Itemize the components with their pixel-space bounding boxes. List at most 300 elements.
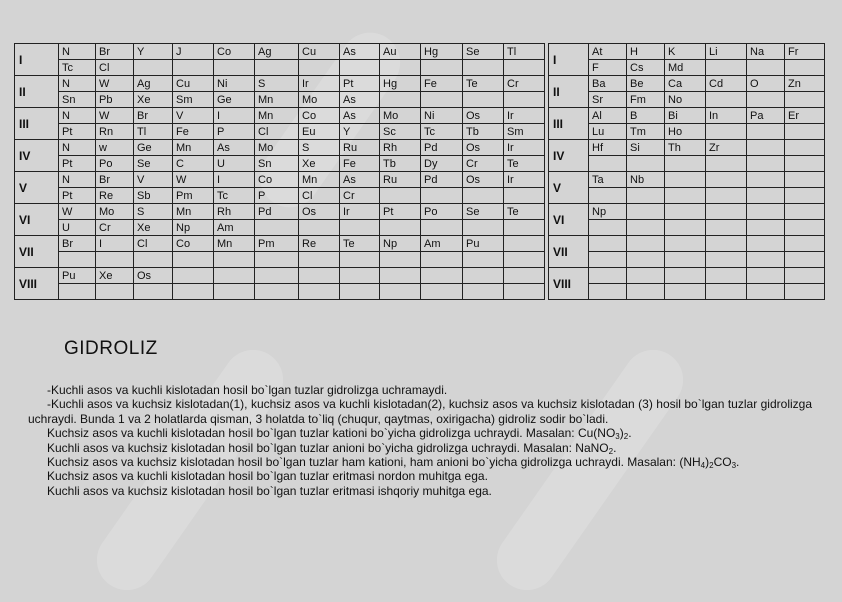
element-cell bbox=[380, 92, 421, 108]
formula-part: 3 bbox=[615, 432, 620, 442]
element-cell: Br bbox=[96, 44, 134, 60]
element-cell: Ru bbox=[380, 172, 421, 188]
element-cell: C bbox=[173, 156, 214, 172]
element-cell bbox=[504, 252, 545, 268]
element-cell: Np bbox=[173, 220, 214, 236]
element-cell bbox=[785, 220, 825, 236]
element-cell: Cl bbox=[96, 60, 134, 76]
element-cell: Fe bbox=[340, 156, 380, 172]
element-cell: Mn bbox=[299, 172, 340, 188]
element-cell: U bbox=[59, 220, 96, 236]
group-numeral: III bbox=[15, 108, 59, 140]
example-paragraph bbox=[28, 426, 812, 440]
element-cell: Ni bbox=[214, 76, 255, 92]
table-row bbox=[15, 124, 545, 140]
element-cell: As bbox=[340, 44, 380, 60]
element-cell bbox=[380, 220, 421, 236]
element-cell: Te bbox=[504, 156, 545, 172]
element-cell: Hg bbox=[421, 44, 463, 60]
paragraph: -Kuchli asos va kuchsiz kislotadan(1), kuchsiz asos va kuchli kislotadan(2), kuchsiz asos va kuchsiz kislotadan (3) hosil bo`lgan tuzlar gidrolizga uchraydi. Bunda 1 va 2 holatlarda qisman, 3 holatda to`liq (chuqur, qaytmas, oxirigacha) gidroliz sodir bo`ladi. bbox=[28, 397, 812, 426]
element-cell: Lu bbox=[589, 124, 627, 140]
table-row bbox=[549, 268, 825, 284]
element-cell bbox=[706, 204, 747, 220]
element-cell bbox=[706, 252, 747, 268]
element-cell: Co bbox=[173, 236, 214, 252]
element-cell bbox=[96, 284, 134, 300]
element-cell bbox=[747, 188, 785, 204]
element-cell bbox=[785, 124, 825, 140]
example-paragraph bbox=[28, 455, 812, 469]
element-cell: Ir bbox=[504, 140, 545, 156]
example-paragraph bbox=[28, 441, 812, 455]
element-cell bbox=[463, 268, 504, 284]
element-cell: Am bbox=[214, 220, 255, 236]
element-cell bbox=[785, 204, 825, 220]
element-cell: In bbox=[706, 108, 747, 124]
element-cell bbox=[173, 252, 214, 268]
element-cell: Pd bbox=[421, 140, 463, 156]
table-row bbox=[549, 76, 825, 92]
element-cell: Co bbox=[255, 172, 299, 188]
element-cell bbox=[463, 92, 504, 108]
formula-part: . bbox=[613, 440, 617, 455]
element-cell bbox=[747, 140, 785, 156]
element-cell: Pt bbox=[59, 188, 96, 204]
element-cell: Ba bbox=[589, 76, 627, 92]
group-numeral: VII bbox=[15, 236, 59, 268]
element-cell: Pm bbox=[255, 236, 299, 252]
element-cell bbox=[255, 284, 299, 300]
element-cell: At bbox=[589, 44, 627, 60]
element-cell: Mn bbox=[214, 236, 255, 252]
element-cell bbox=[665, 252, 706, 268]
element-cell bbox=[134, 284, 173, 300]
element-cell: S bbox=[299, 140, 340, 156]
element-cell bbox=[747, 172, 785, 188]
element-cell: Pb bbox=[96, 92, 134, 108]
element-cell: Tb bbox=[463, 124, 504, 140]
element-cell bbox=[380, 284, 421, 300]
group-numeral: III bbox=[549, 108, 589, 140]
element-cell: I bbox=[96, 236, 134, 252]
element-cell bbox=[299, 220, 340, 236]
element-cell bbox=[255, 252, 299, 268]
element-cell bbox=[665, 220, 706, 236]
group-numeral: IV bbox=[549, 140, 589, 172]
element-cell bbox=[299, 60, 340, 76]
table-row bbox=[15, 156, 545, 172]
element-cell bbox=[214, 268, 255, 284]
element-cell bbox=[214, 252, 255, 268]
table-row bbox=[549, 156, 825, 172]
element-cell: N bbox=[59, 172, 96, 188]
element-cell: Br bbox=[96, 172, 134, 188]
table-row bbox=[15, 172, 545, 188]
element-cell: Cl bbox=[255, 124, 299, 140]
formula-part: ) bbox=[705, 455, 710, 470]
element-cell: P bbox=[214, 124, 255, 140]
element-cell bbox=[463, 60, 504, 76]
element-cell: Re bbox=[299, 236, 340, 252]
element-cell: Pu bbox=[59, 268, 96, 284]
element-cell bbox=[463, 252, 504, 268]
element-cell: Rh bbox=[380, 140, 421, 156]
element-cell bbox=[173, 284, 214, 300]
element-cell: U bbox=[214, 156, 255, 172]
element-cell: Ru bbox=[340, 140, 380, 156]
table-row bbox=[549, 92, 825, 108]
element-cell: Al bbox=[589, 108, 627, 124]
element-cell: Cu bbox=[173, 76, 214, 92]
element-cell: P bbox=[255, 188, 299, 204]
element-cell bbox=[421, 92, 463, 108]
element-cell bbox=[627, 156, 665, 172]
element-cell: Mo bbox=[299, 92, 340, 108]
example-text: Kuchsiz asos va kuchsiz kislotadan hosil bo`lgan tuzlar ham kationi, ham anioni bo`yicha gidrolizga uchraydi. Masalan: bbox=[47, 455, 680, 470]
element-cell: As bbox=[340, 92, 380, 108]
element-cell: Tb bbox=[380, 156, 421, 172]
element-cell: Mn bbox=[255, 92, 299, 108]
element-cell: Y bbox=[134, 44, 173, 60]
element-cell bbox=[421, 220, 463, 236]
element-cell bbox=[589, 236, 627, 252]
element-cell bbox=[627, 236, 665, 252]
element-cell: N bbox=[59, 76, 96, 92]
element-cell: Mo bbox=[96, 204, 134, 220]
element-cell bbox=[96, 252, 134, 268]
element-cell: Pa bbox=[747, 108, 785, 124]
element-grid-left bbox=[14, 43, 545, 300]
element-cell: Se bbox=[134, 156, 173, 172]
element-cell bbox=[299, 268, 340, 284]
element-cell: Os bbox=[463, 140, 504, 156]
element-cell: V bbox=[173, 108, 214, 124]
element-cell bbox=[747, 92, 785, 108]
element-cell: Ca bbox=[665, 76, 706, 92]
element-cell: Zn bbox=[785, 76, 825, 92]
element-cell bbox=[380, 60, 421, 76]
element-cell bbox=[665, 156, 706, 172]
element-cell: S bbox=[134, 204, 173, 220]
element-cell bbox=[340, 220, 380, 236]
element-cell: Mn bbox=[173, 140, 214, 156]
table-row bbox=[15, 236, 545, 252]
table-row bbox=[549, 188, 825, 204]
element-cell: Mn bbox=[255, 108, 299, 124]
element-cell: Xe bbox=[134, 92, 173, 108]
table-row bbox=[15, 44, 545, 60]
table-row bbox=[549, 44, 825, 60]
element-cell: Ir bbox=[299, 76, 340, 92]
element-cell: Fm bbox=[627, 92, 665, 108]
element-cell: Fe bbox=[421, 76, 463, 92]
element-cell: As bbox=[214, 140, 255, 156]
element-cell: Am bbox=[421, 236, 463, 252]
element-cell bbox=[504, 92, 545, 108]
table-row bbox=[549, 60, 825, 76]
element-cell: V bbox=[134, 172, 173, 188]
element-cell bbox=[747, 284, 785, 300]
element-cell bbox=[747, 60, 785, 76]
element-cell: Po bbox=[421, 204, 463, 220]
element-cell: W bbox=[173, 172, 214, 188]
element-cell: Sn bbox=[59, 92, 96, 108]
group-numeral: VIII bbox=[549, 268, 589, 300]
element-cell bbox=[463, 188, 504, 204]
element-cell: B bbox=[627, 108, 665, 124]
table-row bbox=[15, 188, 545, 204]
element-cell: Ge bbox=[134, 140, 173, 156]
element-cell: Tl bbox=[504, 44, 545, 60]
element-cell bbox=[785, 236, 825, 252]
element-cell: J bbox=[173, 44, 214, 60]
element-cell bbox=[504, 220, 545, 236]
element-cell: Xe bbox=[299, 156, 340, 172]
element-cell: Hf bbox=[589, 140, 627, 156]
element-cell: Ni bbox=[421, 108, 463, 124]
element-cell bbox=[747, 252, 785, 268]
element-cell bbox=[665, 188, 706, 204]
formula-part: 4 bbox=[700, 461, 706, 471]
element-cell: Tc bbox=[421, 124, 463, 140]
formula-part: (NH bbox=[679, 455, 701, 470]
element-cell: Pm bbox=[173, 188, 214, 204]
element-cell bbox=[504, 268, 545, 284]
element-cell: Ag bbox=[134, 76, 173, 92]
element-cell: H bbox=[627, 44, 665, 60]
element-cell bbox=[589, 188, 627, 204]
element-cell bbox=[747, 204, 785, 220]
element-cell: Rh bbox=[214, 204, 255, 220]
element-cell bbox=[785, 92, 825, 108]
group-numeral: II bbox=[15, 76, 59, 108]
element-cell: Xe bbox=[134, 220, 173, 236]
element-cell: Li bbox=[706, 44, 747, 60]
element-cell: Sb bbox=[134, 188, 173, 204]
element-cell: Os bbox=[463, 172, 504, 188]
element-cell: Er bbox=[785, 108, 825, 124]
element-cell: Os bbox=[134, 268, 173, 284]
element-cell: I bbox=[214, 172, 255, 188]
element-cell bbox=[706, 156, 747, 172]
table-row bbox=[549, 252, 825, 268]
paragraph: Kuchsiz asos va kuchli kislotadan hosil bo`lgan tuzlar eritmasi nordon muhitga ega. bbox=[47, 469, 488, 484]
element-cell: Tm bbox=[627, 124, 665, 140]
element-cell bbox=[463, 220, 504, 236]
table-row bbox=[15, 60, 545, 76]
element-cell bbox=[299, 284, 340, 300]
element-cell: Na bbox=[747, 44, 785, 60]
element-cell: Se bbox=[463, 44, 504, 60]
element-cell: Br bbox=[134, 108, 173, 124]
element-cell: No bbox=[665, 92, 706, 108]
element-cell: Co bbox=[214, 44, 255, 60]
element-cell bbox=[589, 268, 627, 284]
element-cell bbox=[665, 268, 706, 284]
element-cell bbox=[380, 252, 421, 268]
table-row bbox=[549, 108, 825, 124]
formula-part: CO bbox=[713, 455, 732, 470]
element-cell: Re bbox=[96, 188, 134, 204]
group-numeral: V bbox=[15, 172, 59, 204]
section-heading: GIDROLIZ bbox=[64, 338, 158, 359]
table-row bbox=[15, 140, 545, 156]
element-cell bbox=[706, 92, 747, 108]
element-cell: Cr bbox=[340, 188, 380, 204]
element-cell: Fe bbox=[173, 124, 214, 140]
element-cell: Fr bbox=[785, 44, 825, 60]
element-cell bbox=[706, 220, 747, 236]
element-cell bbox=[589, 156, 627, 172]
element-cell: W bbox=[96, 108, 134, 124]
element-cell: Np bbox=[589, 204, 627, 220]
element-cell bbox=[380, 188, 421, 204]
element-cell: Sc bbox=[380, 124, 421, 140]
element-cell bbox=[255, 268, 299, 284]
element-cell: Sr bbox=[589, 92, 627, 108]
element-cell: Ir bbox=[504, 108, 545, 124]
table-row bbox=[549, 124, 825, 140]
element-cell: Pt bbox=[380, 204, 421, 220]
element-cell bbox=[59, 284, 96, 300]
element-cell bbox=[340, 284, 380, 300]
formula-part: 2 bbox=[608, 446, 614, 456]
formula-part: ) bbox=[619, 426, 624, 441]
group-numeral: I bbox=[549, 44, 589, 76]
element-cell bbox=[706, 284, 747, 300]
element-cell bbox=[589, 252, 627, 268]
element-cell: Md bbox=[665, 60, 706, 76]
element-cell: Be bbox=[627, 76, 665, 92]
element-cell: K bbox=[665, 44, 706, 60]
element-cell: w bbox=[96, 140, 134, 156]
element-cell: Co bbox=[299, 108, 340, 124]
table-row bbox=[549, 172, 825, 188]
element-cell: Hg bbox=[380, 76, 421, 92]
element-cell: Sm bbox=[173, 92, 214, 108]
element-cell: Os bbox=[299, 204, 340, 220]
element-cell: Au bbox=[380, 44, 421, 60]
element-cell: Nb bbox=[627, 172, 665, 188]
element-cell: Tc bbox=[59, 60, 96, 76]
element-cell bbox=[747, 268, 785, 284]
element-cell: Te bbox=[504, 204, 545, 220]
element-cell bbox=[59, 252, 96, 268]
element-cell: Po bbox=[96, 156, 134, 172]
group-numeral: VII bbox=[549, 236, 589, 268]
element-cell: I bbox=[214, 108, 255, 124]
formula-part: . bbox=[736, 455, 740, 470]
element-cell: Sn bbox=[255, 156, 299, 172]
table-row bbox=[15, 108, 545, 124]
element-cell: Zr bbox=[706, 140, 747, 156]
formula-part: Cu(NO bbox=[577, 426, 616, 441]
element-cell bbox=[421, 60, 463, 76]
table-row bbox=[549, 140, 825, 156]
element-cell: Tc bbox=[214, 188, 255, 204]
element-cell bbox=[785, 188, 825, 204]
table-row bbox=[15, 92, 545, 108]
body-text bbox=[28, 383, 812, 498]
table-row bbox=[15, 220, 545, 236]
element-cell bbox=[785, 140, 825, 156]
table-row bbox=[549, 284, 825, 300]
element-cell: Bi bbox=[665, 108, 706, 124]
element-cell: As bbox=[340, 172, 380, 188]
element-cell bbox=[340, 252, 380, 268]
element-grid-right bbox=[548, 43, 825, 300]
element-cell bbox=[627, 252, 665, 268]
element-cell: Os bbox=[463, 108, 504, 124]
element-cell: As bbox=[340, 108, 380, 124]
element-cell: Np bbox=[380, 236, 421, 252]
element-cell bbox=[665, 236, 706, 252]
element-cell: Sm bbox=[504, 124, 545, 140]
element-cell bbox=[173, 60, 214, 76]
element-cell: N bbox=[59, 108, 96, 124]
element-cell bbox=[785, 284, 825, 300]
element-cell bbox=[134, 60, 173, 76]
group-numeral: II bbox=[549, 76, 589, 108]
element-cell bbox=[589, 220, 627, 236]
element-cell: Th bbox=[665, 140, 706, 156]
element-cell bbox=[785, 60, 825, 76]
table-row bbox=[15, 204, 545, 220]
element-cell: Pu bbox=[463, 236, 504, 252]
formula-part: . bbox=[628, 426, 632, 441]
element-cell bbox=[665, 284, 706, 300]
example-text: Kuchli asos va kuchsiz kislotadan hosil bo`lgan tuzlar anioni bo`yicha gidrolizga uchraydi. Masalan: bbox=[47, 440, 576, 455]
element-cell bbox=[665, 204, 706, 220]
element-cell: Dy bbox=[421, 156, 463, 172]
element-cell bbox=[255, 60, 299, 76]
element-cell: O bbox=[747, 76, 785, 92]
table-row bbox=[15, 284, 545, 300]
table-row bbox=[15, 268, 545, 284]
table-row bbox=[549, 220, 825, 236]
element-cell bbox=[706, 268, 747, 284]
group-numeral: V bbox=[549, 172, 589, 204]
paragraph: Kuchli asos va kuchsiz kislotadan hosil bo`lgan tuzlar eritmasi ishqoriy muhitga ega. bbox=[47, 483, 492, 498]
element-cell bbox=[173, 268, 214, 284]
element-cell bbox=[421, 284, 463, 300]
element-cell bbox=[785, 156, 825, 172]
element-cell bbox=[504, 60, 545, 76]
element-cell: Te bbox=[463, 76, 504, 92]
element-cell: Ir bbox=[504, 172, 545, 188]
element-cell: S bbox=[255, 76, 299, 92]
element-cell bbox=[627, 220, 665, 236]
element-cell: Tl bbox=[134, 124, 173, 140]
element-cell bbox=[134, 252, 173, 268]
group-numeral: I bbox=[15, 44, 59, 76]
element-cell bbox=[706, 236, 747, 252]
element-cell: Pd bbox=[255, 204, 299, 220]
element-cell: Cl bbox=[134, 236, 173, 252]
element-cell: Ir bbox=[340, 204, 380, 220]
element-cell: Cr bbox=[463, 156, 504, 172]
element-cell: Te bbox=[340, 236, 380, 252]
paragraph: -Kuchli asos va kuchli kislotadan hosil bo`lgan tuzlar gidrolizga uchramaydi. bbox=[47, 383, 448, 397]
table-row bbox=[549, 204, 825, 220]
element-cell bbox=[340, 60, 380, 76]
element-cell bbox=[747, 124, 785, 140]
element-cell bbox=[504, 236, 545, 252]
element-cell: N bbox=[59, 140, 96, 156]
element-cell: Cr bbox=[504, 76, 545, 92]
element-cell: Pt bbox=[59, 156, 96, 172]
element-cell: F bbox=[589, 60, 627, 76]
